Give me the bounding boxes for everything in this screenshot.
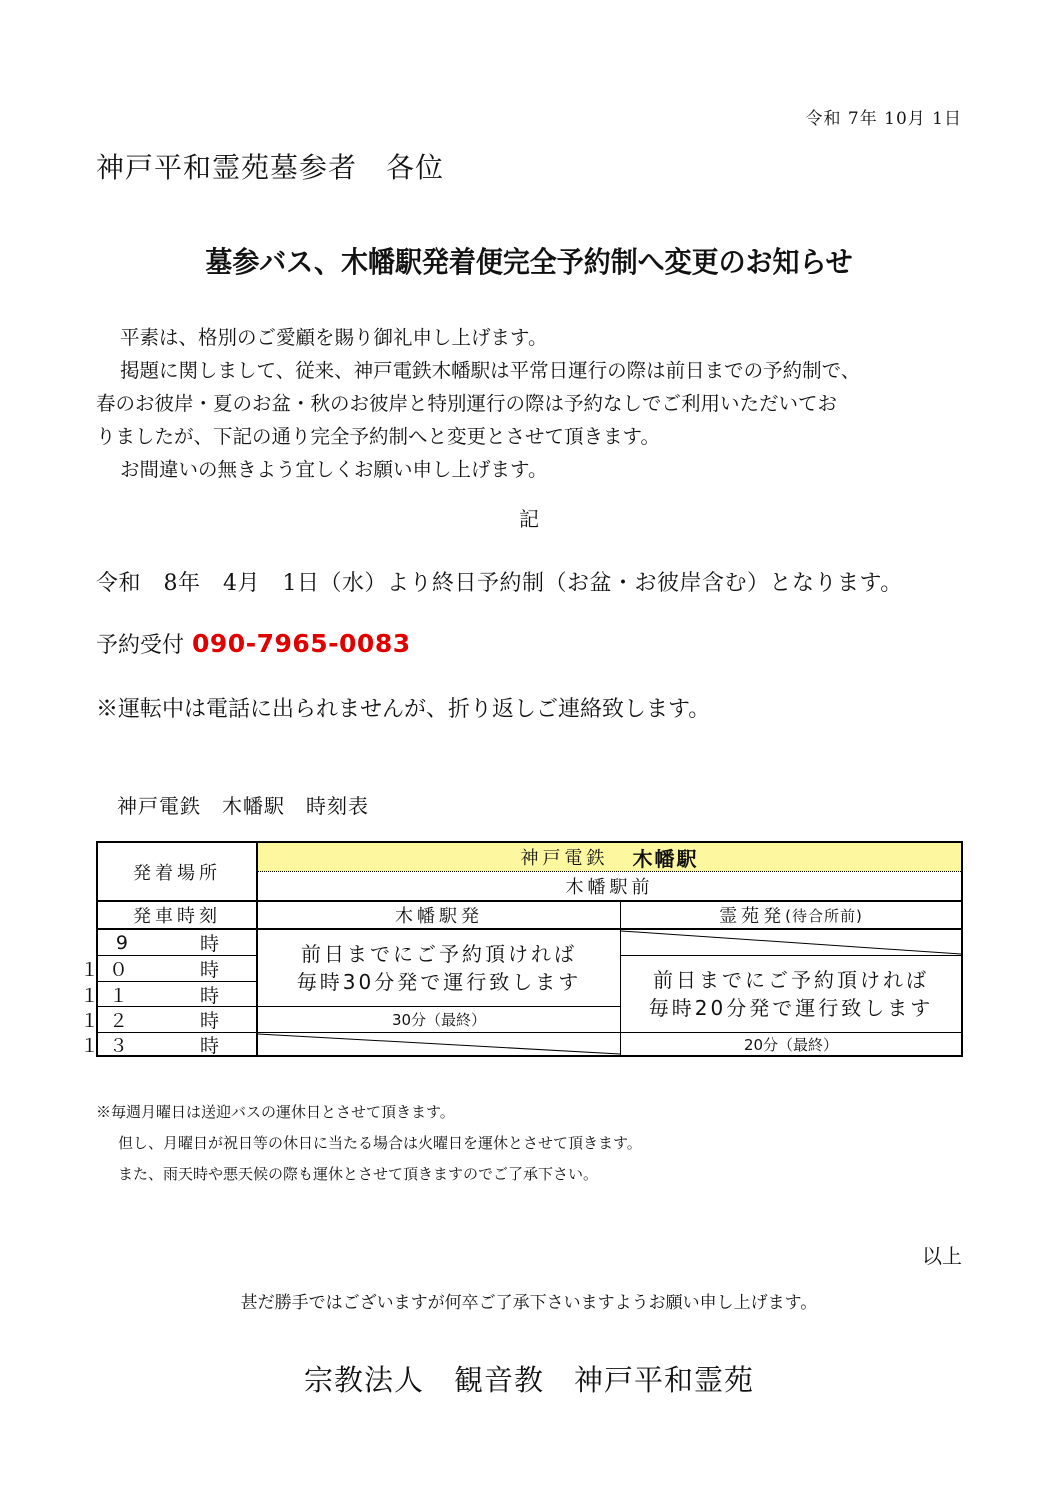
- body-paragraph: 掲題に関しまして、従来、神戸電鉄木幡駅は平常日運行の際は前日までの予約制で、: [120, 359, 861, 382]
- body-paragraph: 平素は、格別のご愛顧を賜り御礼申し上げます。: [120, 326, 548, 349]
- diagonal-slash-icon: [621, 930, 961, 955]
- signature: 宗教法人 観音教 神戸平和霊苑: [303, 1363, 754, 1397]
- cemetery-schedule: [621, 956, 961, 1033]
- effective-date-notice: 令和 8年 4月 1日（水）より終日予約制（お盆・お彼岸含む）となります。: [96, 571, 903, 596]
- timetable: [79, 841, 963, 1057]
- hour-row-13: [79, 1033, 258, 1057]
- cemetery-schedule-line2: 毎時20分発で運行致します: [648, 996, 934, 1020]
- hour-unit: 時: [200, 1010, 220, 1032]
- cemetery-empty-9: [621, 930, 961, 956]
- station-schedule-line1: 前日までにご予約頂ければ: [301, 942, 577, 966]
- hour-row-10: [79, 956, 258, 982]
- reservation-label: 予約受付: [96, 633, 185, 658]
- hour-number: 9: [115, 931, 138, 954]
- body-paragraph: 春のお彼岸・夏のお盆・秋のお彼岸と特別運行の際は予約なしでご利用いただいてお: [96, 392, 838, 415]
- hour-row-9: [98, 930, 258, 956]
- body-paragraph: りましたが、下記の通り完全予約制へと変更とさせて頂きます。: [96, 425, 660, 448]
- cemetery-final: 20分（最終）: [743, 1035, 839, 1054]
- station-name: 木幡駅: [632, 846, 699, 871]
- hour-number: １０: [79, 959, 138, 981]
- cemetery-departure-note: (待合所前): [785, 906, 863, 925]
- recipient-line: 神戸平和霊苑墓参者 各位: [96, 151, 445, 184]
- ki-marker: 記: [519, 507, 539, 531]
- document-date: 令和 7年 10月 1日: [805, 109, 962, 129]
- stop-name: 木幡駅前: [258, 872, 961, 902]
- time-label: 発車時刻: [98, 902, 258, 930]
- hour-unit: 時: [200, 933, 220, 955]
- col-station-departure: 木幡駅発: [258, 902, 621, 930]
- driving-note: ※運転中は電話に出られませんが、折り返しご連絡致します。: [96, 697, 711, 722]
- reservation-phone[interactable]: 090-7965-0083: [192, 629, 411, 658]
- document-title: 墓参バス、木幡駅発着便完全予約制へ変更のお知らせ: [205, 245, 853, 279]
- hour-row-12: [79, 1007, 258, 1033]
- col-cemetery-departure: [621, 902, 961, 930]
- place-label: 発着場所: [98, 843, 258, 902]
- station-final: 30分（最終）: [258, 1007, 621, 1033]
- station-empty-13: [258, 1033, 621, 1055]
- apology-line: 甚だ勝手ではございますが何卒ご了承下さいますようお願い申し上げます。: [240, 1293, 818, 1313]
- diagonal-slash-icon: [258, 1033, 620, 1055]
- hour-number: １３: [79, 1034, 138, 1057]
- timetable-heading: 神戸電鉄 木幡駅 時刻表: [117, 794, 369, 818]
- footnote: 但し、月曜日が祝日等の休日に当たる場合は火曜日を運休とさせて頂きます。: [118, 1134, 642, 1152]
- footnote: ※毎週月曜日は送迎バスの運休日とさせて頂きます。: [96, 1103, 455, 1121]
- hour-number: １２: [79, 1010, 138, 1032]
- hour-unit: 時: [200, 984, 220, 1007]
- footnotes: [96, 1097, 642, 1190]
- body-paragraph: お間違いの無きよう宜しくお願い申し上げます。: [120, 458, 548, 481]
- hour-unit: 時: [200, 1034, 220, 1057]
- cemetery-departure-label: 霊苑発: [719, 906, 786, 927]
- hour-row-11: [79, 982, 258, 1007]
- cemetery-schedule-line1: 前日までにご予約頂ければ: [653, 968, 929, 992]
- railway-name: 神戸電鉄: [520, 848, 609, 869]
- reservation-line: [96, 628, 411, 659]
- closing-ijo: 以上: [922, 1244, 962, 1268]
- body-paragraphs: [96, 321, 976, 486]
- railway-header: [258, 843, 961, 872]
- hour-number: １１: [79, 984, 138, 1007]
- station-schedule: [258, 930, 621, 1007]
- hour-unit: 時: [200, 959, 220, 981]
- station-schedule-line2: 毎時30分発で運行致します: [296, 970, 582, 994]
- footnote: また、雨天時や悪天候の際も運休とさせて頂きますのでご了承下さい。: [118, 1165, 599, 1183]
